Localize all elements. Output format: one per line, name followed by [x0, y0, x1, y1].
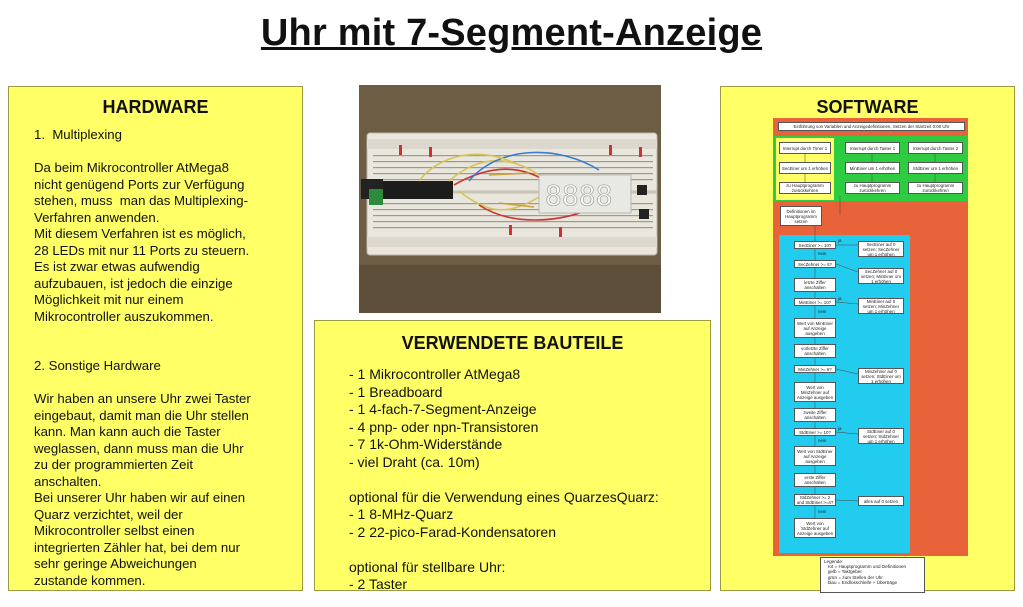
- flow-side-5: StdEiner auf 0 setzen; StdZehner um 1 erhöhen: [858, 428, 904, 444]
- flow-ja-2: ja: [838, 296, 842, 301]
- flow-main-2: SecZehner >= 6?: [794, 260, 836, 268]
- display-digits: 8888: [545, 179, 613, 212]
- flow-main-9: zweite Ziffer anschalten: [794, 408, 836, 422]
- flow-nein-2: nein: [818, 309, 827, 314]
- flow-main-10: StdEiner >= 10?: [794, 428, 836, 436]
- flow-col1-1: Interrupt durch Timer 1: [779, 142, 831, 154]
- flow-side-2: SecZehner auf 0 setzen; MinEiner um 1 erhöhen: [858, 268, 904, 284]
- flow-main-11: Wert von StdEiner auf Anzeige ausgeben: [794, 446, 836, 466]
- flow-def-box: Definitionen im Hauptprogramm setzen: [780, 206, 822, 226]
- flow-ja-3: ja: [838, 426, 842, 431]
- page-title: Uhr mit 7-Segment-Anzeige: [260, 12, 763, 54]
- hardware-text: 1. Multiplexing Da beim Mikrocontroller AtMega8 nicht genügend Ports zur Verfügung stehen, muss man das Multiplexing- Verfahren anwenden. Mit diesem Verfahren ist es möglich, 28 LEDs mit nur 11 Ports zu steuern. Es ist zwar etwas aufwendig aufzubauen, ist jedoch die einzige Möglichkeit mit nur einem Mikrocontroller auszukommen. 2. Sonstige Hardware Wir haben an unsere Uhr zwei Taster eingebaut, damit man die Uhr stellen kann. Man kann auch die Taster weglassen, dann muss man die Uhr zu der programmierten Zeit anschalten. Bei unserer Uhr haben wir auf einen Quarz verzichtet, weil der Mikrocontroller selbst einen integrierten Zähler hat, bei dem nur sehr geringe Abweichungen zustande kommen.: [34, 127, 251, 588]
- flow-ja-1: ja: [838, 238, 842, 243]
- flow-main-13: StdZehner >= 2 und StdEiner >=4?: [794, 494, 836, 506]
- flow-main-14: Wert von StdZehner auf Anzeige ausgeben: [794, 518, 836, 538]
- flow-main-1: SecEiner >= 10?: [794, 241, 836, 249]
- flow-col3-3: zu Hauptprogramm zurückkehren: [908, 182, 963, 194]
- flow-nein-3: nein: [818, 438, 827, 443]
- flow-main-6: vorletzte Ziffer anschalten: [794, 344, 836, 358]
- flow-main-3: letzte Ziffer anschalten: [794, 278, 836, 292]
- flow-main-8: Wert von MinZehner auf Anzeige ausgeben: [794, 382, 836, 402]
- flow-col1-3: zu Hauptprogramm zurückkehren: [779, 182, 831, 194]
- flow-col2-2: MinEiner um 1 erhöhen: [845, 162, 900, 174]
- flow-col3-1: Interrupt durch Taster 2: [908, 142, 963, 154]
- flow-side-3: MinEiner auf 0 setzen; MinZehner um 1 erhöhen: [858, 298, 904, 314]
- flow-col2-1: Interrupt durch Taster 1: [845, 142, 900, 154]
- flow-init-box: Einführung von Variablen und Anzeigedefinitionen, Setzen der Startzeit 0:00 Uhr: [778, 122, 965, 131]
- flow-legend: Legende: rot = Hauptprogramm und Definitionen gelb = Taktgeber grün = zum Stellen der Uhr blau = Endlosschleife + Überträge: [820, 557, 925, 593]
- flow-main-12: erste Ziffer anschalten: [794, 473, 836, 487]
- flow-nein-1: nein: [818, 251, 827, 256]
- flow-side-4: MinZehner auf 0 setzen; StdEiner um 1 erhöhen: [858, 368, 904, 384]
- flow-main-5: Wert von MinEiner auf Anzeige ausgeben: [794, 318, 836, 338]
- parts-heading: VERWENDETE BAUTEILE: [401, 333, 624, 353]
- flow-col1-2: SecEiner um 1 erhöhen: [779, 162, 831, 174]
- software-heading: SOFTWARE: [816, 97, 919, 117]
- flow-col2-3: zu Hauptprogramm zurückkehren: [845, 182, 900, 194]
- flow-side-6: alles auf 0 setzen: [858, 496, 904, 506]
- hardware-heading: HARDWARE: [102, 97, 209, 117]
- flow-nein-4: nein: [818, 509, 827, 514]
- flow-main-7: MinZehner >= 6?: [794, 365, 836, 373]
- flow-main-4: MinEiner >= 10?: [794, 298, 836, 306]
- flow-side-1: SecEiner auf 0 setzen; SecZehner um 1 erhöhen: [858, 241, 904, 257]
- flow-col3-2: StdEiner um 1 erhöhen: [908, 162, 963, 174]
- parts-text: - 1 Mikrocontroller AtMega8 - 1 Breadboard - 1 4-fach-7-Segment-Anzeige - 4 pnp- oder npn-Transistoren - 7 1k-Ohm-Widerstände - viel Draht (ca. 10m) optional für die Verwendung eines QuarzesQuarz: - 1 8-MHz-Quarz - 2 22-pico-Farad-Kondensatoren optional für stellbare Uhr: - 2 Taster: [349, 366, 659, 592]
